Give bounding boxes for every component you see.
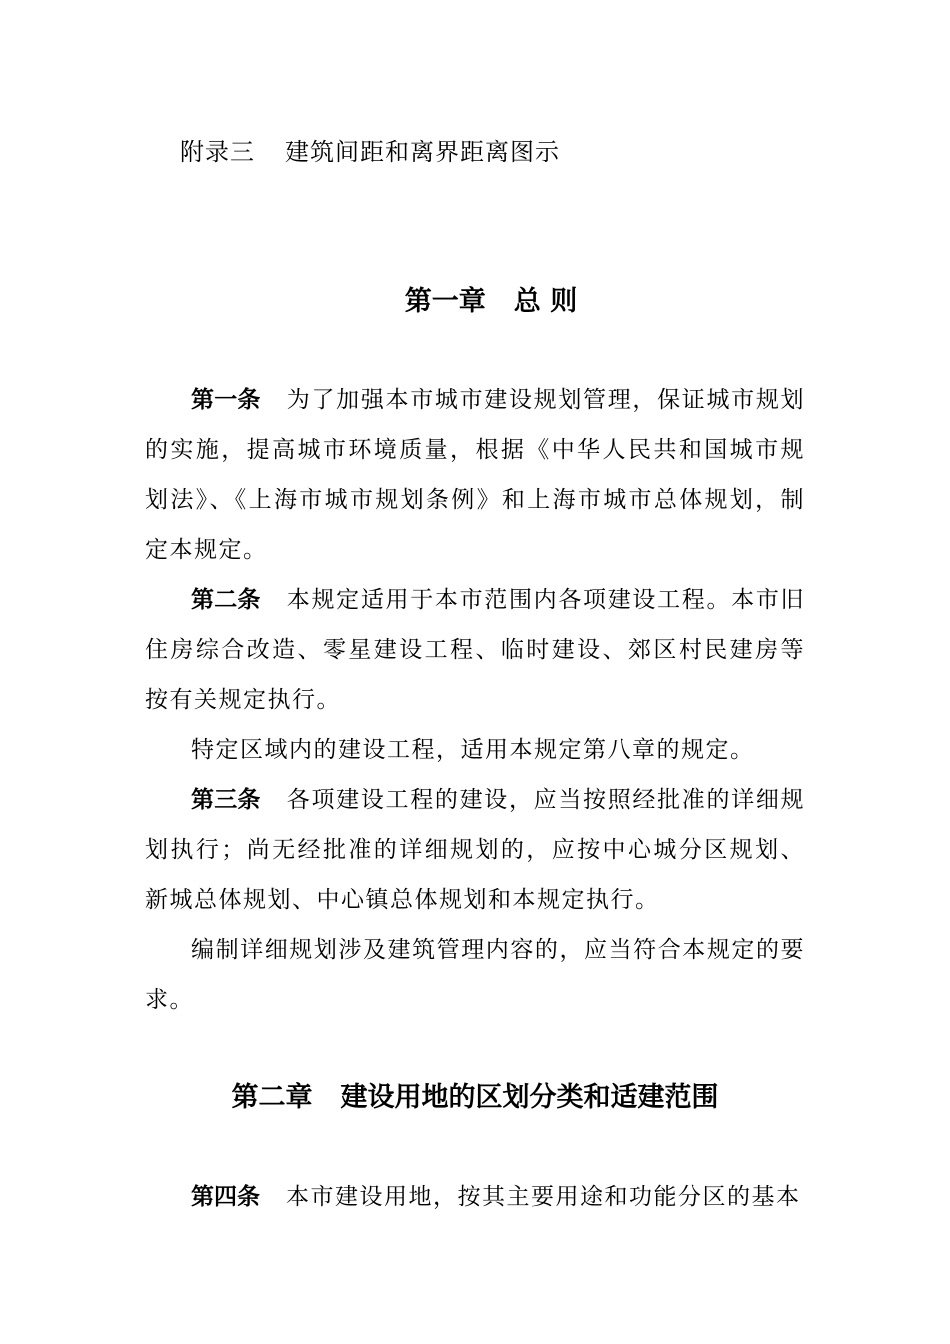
paragraph-text: 编制详细规划涉及建筑管理内容的，应当符合本规定的要求。 [145, 937, 805, 1013]
chapter-title: 总 则 [513, 286, 578, 317]
article-text: 本规定适用于本市范围内各项建设工程。本市旧住房综合改造、零星建设工程、临时建设、郊区村民建房等按有关规定执行。 [145, 587, 805, 713]
chapter-number: 第二章 [231, 1082, 313, 1113]
article-text: 本市建设用地，按其主要用途和功能分区的基本 [286, 1184, 801, 1210]
article-label: 第一条 [191, 387, 261, 413]
appendix-line [180, 134, 560, 170]
article-label: 第二条 [191, 587, 261, 613]
paragraph-text: 特定区域内的建设工程，适用本规定第八章的规定。 [191, 737, 755, 763]
chapter-number: 第一章 [404, 286, 486, 317]
appendix-title: 建筑间距和离界距离图示 [285, 138, 560, 166]
chapter-title: 建设用地的区划分类和适建范围 [340, 1082, 719, 1113]
article-text: 各项建设工程的建设，应当按照经批准的详细规划执行；尚无经批准的详细规划的，应按中心城分区规划、新城总体规划、中心镇总体规划和本规定执行。 [145, 787, 805, 913]
paragraph-special-zone [145, 725, 805, 775]
article-1 [145, 375, 805, 575]
appendix-label: 附录三 [180, 138, 255, 166]
article-2 [145, 575, 805, 725]
article-text: 为了加强本市城市建设规划管理，保证城市规划的实施，提高城市环境质量，根据《中华人民共和国城市规划法》、《上海市城市规划条例》和上海市城市总体规划，制定本规定。 [145, 387, 805, 563]
article-3 [145, 775, 805, 925]
article-label: 第四条 [191, 1184, 260, 1210]
article-4 [145, 1172, 805, 1222]
paragraph-detailed-plan [145, 925, 805, 1025]
article-label: 第三条 [191, 787, 261, 813]
chapter-heading-2 [0, 1078, 950, 1118]
chapter-heading-1 [16, 282, 950, 322]
